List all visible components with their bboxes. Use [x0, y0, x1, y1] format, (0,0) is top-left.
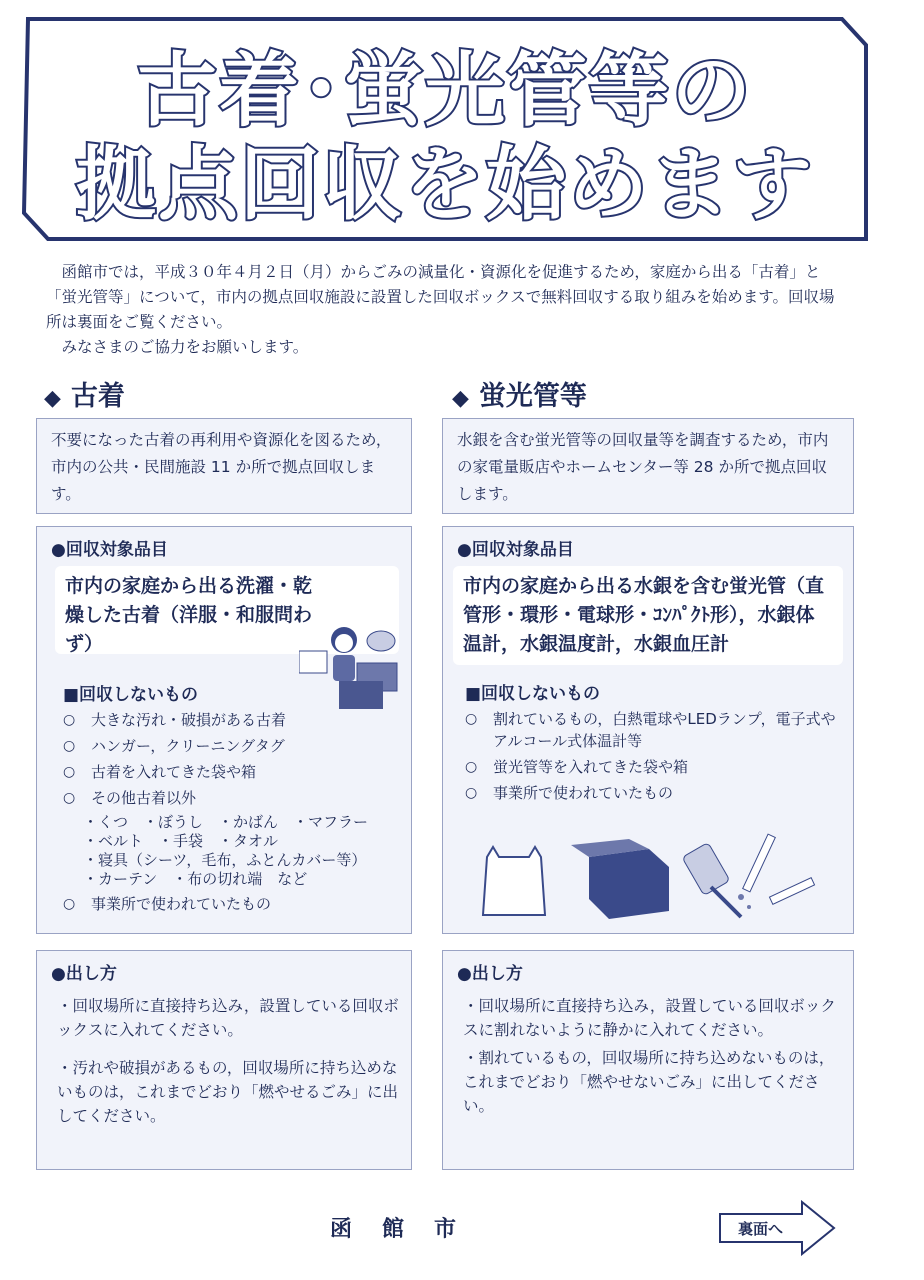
list-item-text: 割れているもの，白熱電球やLEDランプ，電子式やアルコール式体温計等 — [493, 710, 836, 750]
furugi-target-heading: ●回収対象品目 — [51, 540, 168, 560]
section-heading-keikoukan-label: 蛍光管等 — [478, 381, 587, 412]
furugi-exclude-heading: ■回収しないもの — [63, 685, 199, 705]
list-item — [63, 709, 401, 731]
list-item — [465, 782, 843, 804]
keikoukan-how-to-item: ・回収場所に直接持ち込み，設置している回収ボックスに割れないように静かに入れてください。 — [463, 997, 836, 1039]
circle-icon: ○ — [63, 790, 76, 806]
furugi-lead-box — [36, 418, 412, 514]
furugi-how-to-item: ・汚れや破損があるもの，回収場所に持ち込めないものは，これまでどおり「燃やせるごみ」に出してください。 — [57, 1059, 399, 1125]
keikoukan-lead-text: 水銀を含む蛍光管等の回収量等を調査するため，市内の家電量販店やホームセンター等 28 か所で拠点回収します。 — [457, 431, 829, 503]
circle-icon: ○ — [63, 764, 76, 780]
furugi-how-to-item: ・回収場所に直接持ち込み，設置している回収ボックスに入れてください。 — [57, 997, 399, 1039]
next-page-arrow[interactable] — [718, 1200, 838, 1256]
keikoukan-target-heading: ●回収対象品目 — [457, 540, 574, 560]
list-item — [63, 787, 401, 809]
city-name: 函館市 — [330, 1217, 487, 1242]
furugi-lead-text: 不要になった古着の再利用や資源化を図るため，市内の公共・民間施設 11 か所で拠点回収します。 — [51, 431, 392, 503]
keikoukan-exclude-heading: ■回収しないもの — [465, 684, 601, 704]
section-heading-keikoukan — [452, 374, 587, 413]
title-line-2: 拠点回収を始めます — [76, 138, 814, 231]
keikoukan-lead-box — [442, 418, 854, 514]
furugi-target-text: 市内の家庭から出る洗濯・乾燥した古着（洋服・和服問わず） — [55, 566, 399, 654]
list-item-text: 事業所で使われていたもの — [493, 784, 674, 802]
intro-paragraph-2: みなさまのご協力をお願いします。 — [61, 338, 309, 356]
circle-icon: ○ — [465, 711, 478, 727]
furugi-exclude-list-last — [37, 893, 411, 915]
intro-text — [46, 260, 846, 360]
furugi-how-to-heading: ●出し方 — [51, 964, 117, 984]
intro-paragraph-1: 函館市では，平成３０年４月２日（月）からごみの減量化・資源化を促進するため，家庭から出る「古着」と「蛍光管等」について，市内の拠点回収施設に設置した回収ボックスで無料回収する取り組みを始めます。回収場所は裏面をご覧ください。 — [46, 263, 835, 331]
keikoukan-target-box — [442, 526, 854, 934]
diamond-icon: ◆ — [452, 386, 469, 411]
list-item-text: 蛍光管等を入れてきた袋や箱 — [493, 758, 689, 776]
furugi-other-list — [83, 813, 411, 889]
list-item-text: 事業所で使われていたもの — [91, 895, 272, 913]
circle-icon: ○ — [63, 896, 76, 912]
keikoukan-how-to-heading: ●出し方 — [457, 964, 523, 984]
circle-icon: ○ — [465, 759, 478, 775]
circle-icon: ○ — [63, 738, 76, 754]
list-item: ・カーテン ・布の切れ端 など — [83, 870, 308, 888]
furugi-exclude-list — [37, 709, 411, 809]
keikoukan-how-to-box — [442, 950, 854, 1170]
list-item — [465, 756, 843, 778]
list-item — [63, 893, 401, 915]
diamond-icon: ◆ — [44, 386, 61, 411]
circle-icon: ○ — [465, 785, 478, 801]
list-item — [465, 708, 843, 752]
list-item — [63, 761, 401, 783]
clothes-illustration — [299, 615, 409, 715]
list-item-text: 大きな汚れ・破損がある古着 — [91, 711, 287, 729]
section-heading-furugi-label: 古着 — [70, 381, 125, 412]
furugi-target-box — [36, 526, 412, 934]
list-item-text: 古着を入れてきた袋や箱 — [91, 763, 257, 781]
list-item: ・くつ ・ぼうし ・かばん ・マフラー — [83, 813, 369, 831]
list-item: ・寝具（シーツ，毛布，ふとんカバー等） — [83, 851, 367, 869]
keikoukan-exclude-list — [443, 708, 853, 804]
next-page-label: 裏面へ — [738, 1220, 784, 1238]
title-banner — [22, 15, 868, 243]
furugi-how-to-box — [36, 950, 412, 1170]
title-line-1: 古着･蛍光管等の — [137, 44, 753, 137]
list-item-text: その他古着以外 — [91, 789, 197, 807]
fluorescent-items-illustration — [479, 827, 819, 923]
circle-icon: ○ — [63, 712, 76, 728]
keikoukan-how-to-item: ・割れているもの，回収場所に持ち込めないものは，これまでどおり「燃やせないごみ」に出してください。 — [463, 1049, 835, 1115]
section-heading-furugi — [44, 374, 125, 413]
list-item — [63, 735, 401, 757]
list-item: ・ベルト ・手袋 ・タオル — [83, 832, 279, 850]
keikoukan-target-text: 市内の家庭から出る水銀を含む蛍光管（直管形・環形・電球形・ｺﾝﾊﾟｸﾄ形），水銀体温計，水銀温度計，水銀血圧計 — [453, 566, 843, 665]
list-item-text: ハンガー，クリーニングタグ — [91, 737, 285, 755]
